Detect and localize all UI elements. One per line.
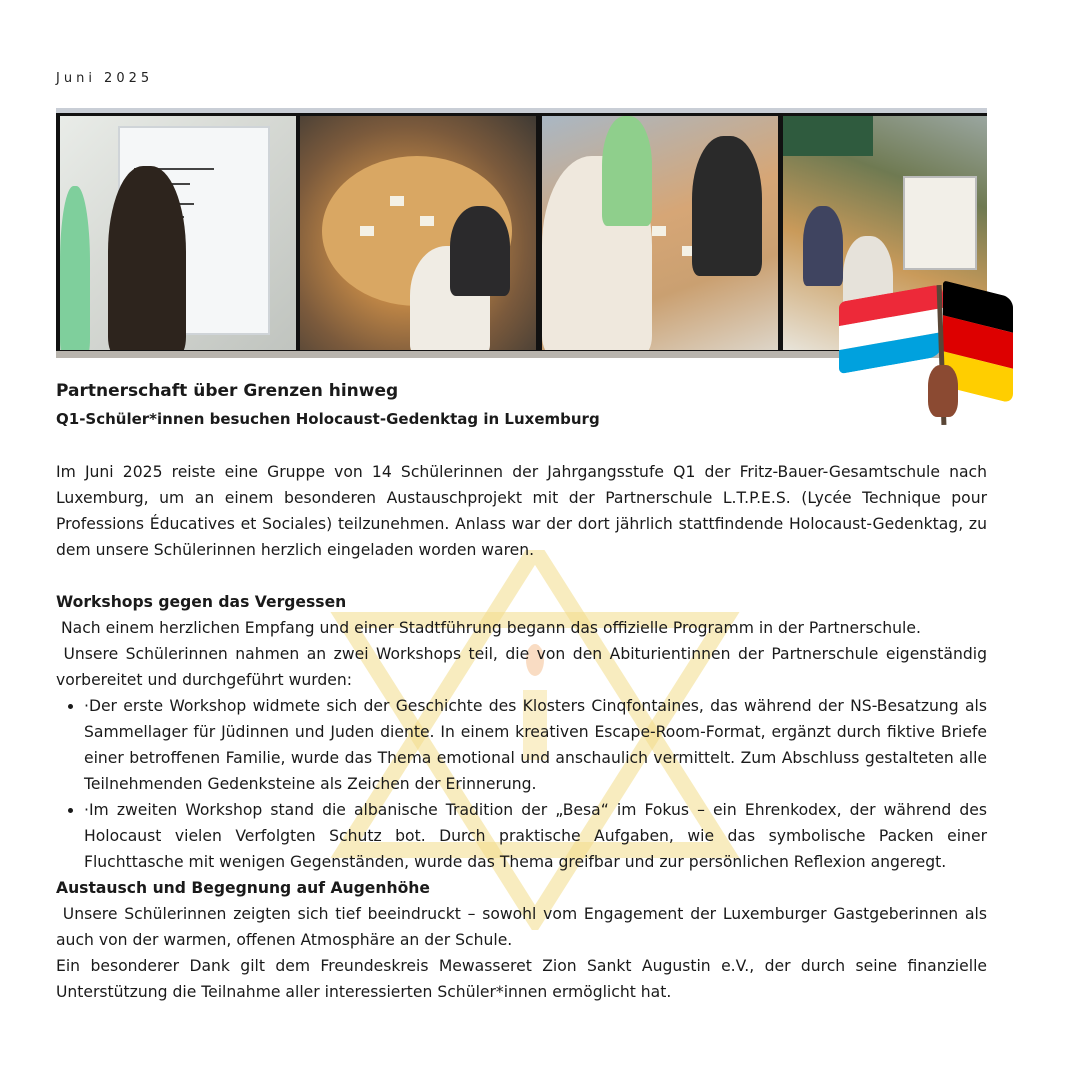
photo-table-cards [542, 116, 778, 350]
article-body [56, 459, 992, 1005]
workshop-list [56, 693, 987, 875]
intro-paragraph: Im Juni 2025 reiste eine Gruppe von 14 Schülerinnen der Jahrgangsstufe Q1 der Fritz-Bauer-Gesamtschule nach Luxemburg, um an einem besonderen Austauschprojekt mit der Partnerschule L.T.P.E.S. (Lycée Technique pour Professions Éducatives et Sociales) teilzunehmen. Anlass war der dort jährlich stattfindende Holocaust-Gedenktag, zu dem unsere Schülerinnen herzlich eingeladen worden waren. [56, 463, 987, 559]
page-subtitle: Q1-Schüler*innen besuchen Holocaust-Gedenktag in Luxemburg [56, 410, 600, 428]
list-item: • ·Im zweiten Workshop stand die albanische Tradition der „Besa“ im Fokus – ein Ehrenkodex, der während des Holocaust vielen Verfolgten Schutz bot. Durch praktische Aufgaben, wie das symbolische Packen einer Fluchttasche mit wenigen Gegenständen, wurde das Thema greifbar und zur persönlichen Reflexion angeregt. [84, 797, 987, 875]
page-title: Partnerschaft über Grenzen hinweg [56, 381, 399, 401]
list-item: • ·Der erste Workshop widmete sich der Geschichte des Klosters Cinqfontaines, das während der NS-Besatzung als Sammellager für Jüdinnen und Juden diente. In einem kreativen Escape-Room-Format, ergänzt durch fiktive Briefe einer betroffenen Familie, wurde das Thema emotional und anschaulich vermittelt. Zum Abschluss gestalteten alle Teilnehmenden Gedenksteine als Zeichen der Erinnerung. [84, 693, 987, 797]
luxembourg-flag-icon [839, 284, 943, 374]
photo-round-table [300, 116, 536, 350]
date-label: Juni 2025 [56, 71, 154, 86]
exchange-heading: Austausch und Begegnung auf Augenhöhe [56, 879, 430, 897]
exchange-line-2: Ein besonderer Dank gilt dem Freundeskreis Mewasseret Zion Sankt Augustin e.V., der durch seine finanzielle Unterstützung die Teilnahme aller interessierten Schüler*innen ermöglicht hat. [56, 957, 987, 1001]
workshops-line-2: Unsere Schülerinnen nahmen an zwei Workshops teil, die von den Abiturientinnen der Partnerschule eigenständig vorbereitet und durchgeführt wurden: [56, 645, 992, 689]
workshops-line-1: Nach einem herzlichen Empfang und einer Stadtführung begann das offizielle Programm in der Partnerschule. [56, 619, 921, 637]
collage-top-border [56, 108, 987, 113]
hand-icon [928, 365, 958, 417]
flags-illustration [835, 285, 1015, 435]
exchange-line-1: Unsere Schülerinnen zeigten sich tief beeindruckt – sowohl vom Engagement der Luxemburger Gastgeberinnen als auch von der warmen, offenen Atmosphäre an der Schule. [56, 905, 992, 949]
workshops-heading: Workshops gegen das Vergessen [56, 593, 347, 611]
photo-flipchart [60, 116, 296, 350]
